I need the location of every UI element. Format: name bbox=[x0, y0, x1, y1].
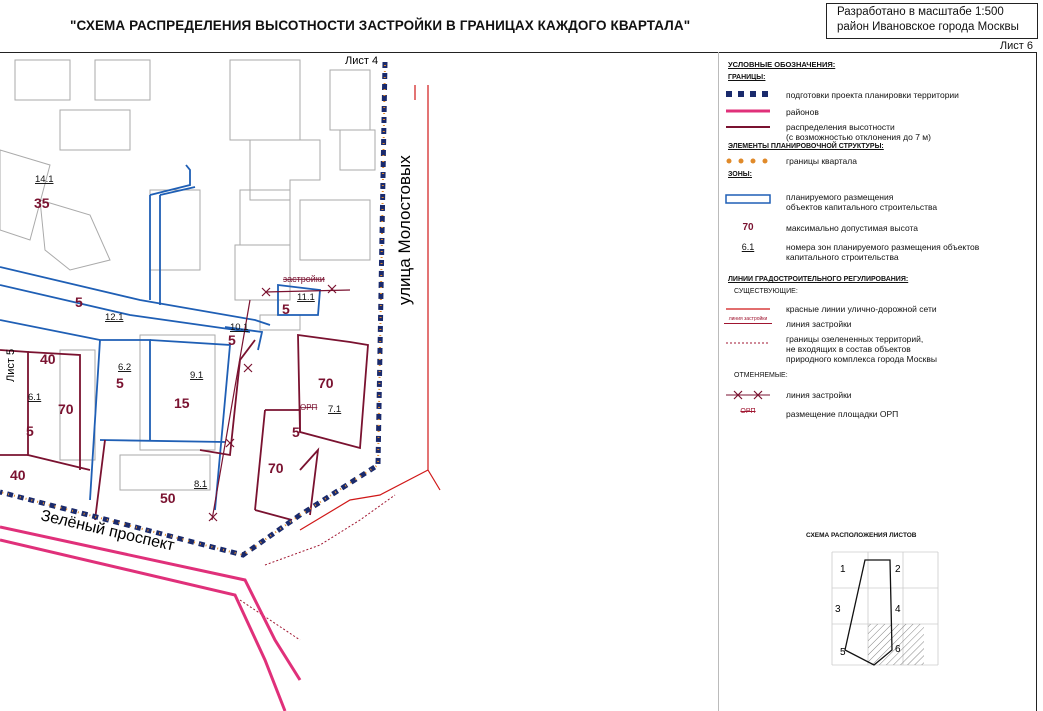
map-canvas[interactable] bbox=[0, 53, 718, 711]
zone-id: 14.1 bbox=[35, 174, 54, 185]
zone-id: 8.1 bbox=[194, 479, 208, 490]
district-boundary-symbol bbox=[724, 104, 772, 118]
red-line-symbol bbox=[724, 302, 772, 316]
sheet-number: Лист 6 bbox=[999, 40, 1033, 52]
height-value: 70 bbox=[268, 460, 284, 476]
stamp-district: район Ивановское города Москвы bbox=[837, 21, 1019, 33]
zone-id: 11.1 bbox=[297, 292, 315, 303]
height-value: 15 bbox=[174, 395, 190, 411]
legend-text: подготовки проекта планировки территории bbox=[786, 90, 959, 100]
legend-text: красные линии улично-дорожной сети bbox=[786, 304, 937, 314]
height-value: 5 bbox=[116, 375, 124, 391]
project-boundary-symbol bbox=[724, 87, 772, 101]
frame-right bbox=[1036, 52, 1037, 711]
cancelled-line-symbol bbox=[724, 388, 772, 402]
zone-id: 7.1 bbox=[328, 404, 342, 415]
height-value: 40 bbox=[10, 467, 26, 483]
legend-boundaries-heading: ГРАНИЦЫ: bbox=[728, 74, 766, 81]
legend-text: линия застройки bbox=[786, 390, 852, 400]
legend-text: максимально допустимая высота bbox=[786, 223, 919, 233]
height-value: 5 bbox=[75, 294, 83, 310]
height-value: 5 bbox=[26, 423, 34, 439]
sheet-ref-top: Лист 4 bbox=[345, 55, 379, 67]
height-values bbox=[10, 195, 334, 506]
stamp-scale: Разработано в масштабе 1:500 bbox=[837, 6, 1004, 18]
height-value: 5 bbox=[282, 301, 290, 317]
minimap-label: 3 bbox=[835, 604, 841, 615]
red-lines bbox=[300, 85, 440, 530]
sheet-ref-left: Лист 5 bbox=[5, 348, 17, 382]
legend-text: планируемого размещения объектов капитального строительства bbox=[786, 192, 938, 212]
height-value: 5 bbox=[228, 332, 236, 348]
height-value: 70 bbox=[318, 375, 334, 391]
sheet-layout-minimap bbox=[820, 540, 950, 670]
green-boundary-symbol bbox=[724, 334, 772, 348]
zone-boundaries bbox=[0, 165, 320, 510]
title-stamp bbox=[826, 3, 1038, 39]
legend-text: районов bbox=[786, 107, 819, 117]
legend-title: УСЛОВНЫЕ ОБОЗНАЧЕНИЯ: bbox=[728, 60, 836, 69]
legend-text: линия застройки bbox=[786, 319, 852, 329]
legend-elements-heading: ЭЛЕМЕНТЫ ПЛАНИРОВОЧНОЙ СТРУКТУРЫ: bbox=[728, 143, 884, 150]
minimap-label: 2 bbox=[895, 564, 901, 575]
zone-id: 12.1 bbox=[105, 312, 124, 323]
page-title: "СХЕМА РАСПРЕДЕЛЕНИЯ ВЫСОТНОСТИ ЗАСТРОЙКИ В ГРАНИЦАХ КАЖДОГО КВАРТАЛА" bbox=[70, 18, 691, 33]
height-value: 35 bbox=[34, 195, 50, 211]
zone-symbol bbox=[724, 192, 772, 206]
street-label-right: улица Молостовых bbox=[395, 155, 414, 305]
zone-id: 9.1 bbox=[190, 370, 204, 381]
legend-text: номера зон планируемого размещения объектов капитального строительства bbox=[786, 242, 980, 262]
legend-text: границы озелененных территорий, не входящих в состав объектов природного комплекса города Москвы bbox=[786, 334, 938, 364]
orp-note: ОРП bbox=[300, 403, 318, 412]
zone-id: 6.2 bbox=[118, 362, 132, 373]
legend-zones-heading: ЗОНЫ: bbox=[728, 171, 752, 178]
cancelled-lines bbox=[209, 285, 350, 521]
legend-lines-heading: ЛИНИИ ГРАДОСТРОИТЕЛЬНОГО РЕГУЛИРОВАНИЯ: bbox=[728, 276, 909, 283]
height-value: 70 bbox=[58, 401, 74, 417]
legend-divider bbox=[718, 52, 719, 711]
height-value: 40 bbox=[40, 351, 56, 367]
zone-number-symbol: 6.1 bbox=[741, 242, 755, 252]
max-height-symbol: 70 bbox=[742, 222, 754, 233]
height-value: 5 bbox=[292, 424, 300, 440]
minimap-label: 5 bbox=[840, 647, 846, 658]
minimap-label: 6 bbox=[895, 644, 901, 655]
height-value: 50 bbox=[160, 490, 176, 506]
crossed-building-note: застройки bbox=[283, 274, 325, 284]
zone-id: 6.1 bbox=[28, 392, 42, 403]
orp-symbol: ОРП bbox=[740, 408, 756, 415]
zone-id: 10.1 bbox=[230, 322, 249, 333]
height-boundary-symbol bbox=[724, 120, 772, 134]
legend-existing: СУЩЕСТВУЮЩИЕ: bbox=[734, 288, 798, 295]
quarter-boundary-symbol bbox=[724, 154, 772, 168]
district-boundary bbox=[0, 527, 300, 711]
street-label-bottom: Зелёный проспект bbox=[39, 507, 176, 555]
legend-text: размещение площадки ОРП bbox=[786, 409, 899, 419]
legend-cancelled: ОТМЕНЯЕМЫЕ: bbox=[734, 372, 788, 379]
minimap-label: 1 bbox=[840, 564, 846, 575]
minimap-label: 4 bbox=[895, 604, 901, 615]
legend-text: распределения высотности (с возможностью отклонения до 7 м) bbox=[786, 122, 931, 142]
legend-text: границы квартала bbox=[786, 156, 857, 166]
building-line-symbol: линия застройки bbox=[724, 317, 772, 324]
zone-ids bbox=[28, 174, 341, 490]
minimap-title: СХЕМА РАСПОЛОЖЕНИЯ ЛИСТОВ bbox=[806, 532, 917, 539]
